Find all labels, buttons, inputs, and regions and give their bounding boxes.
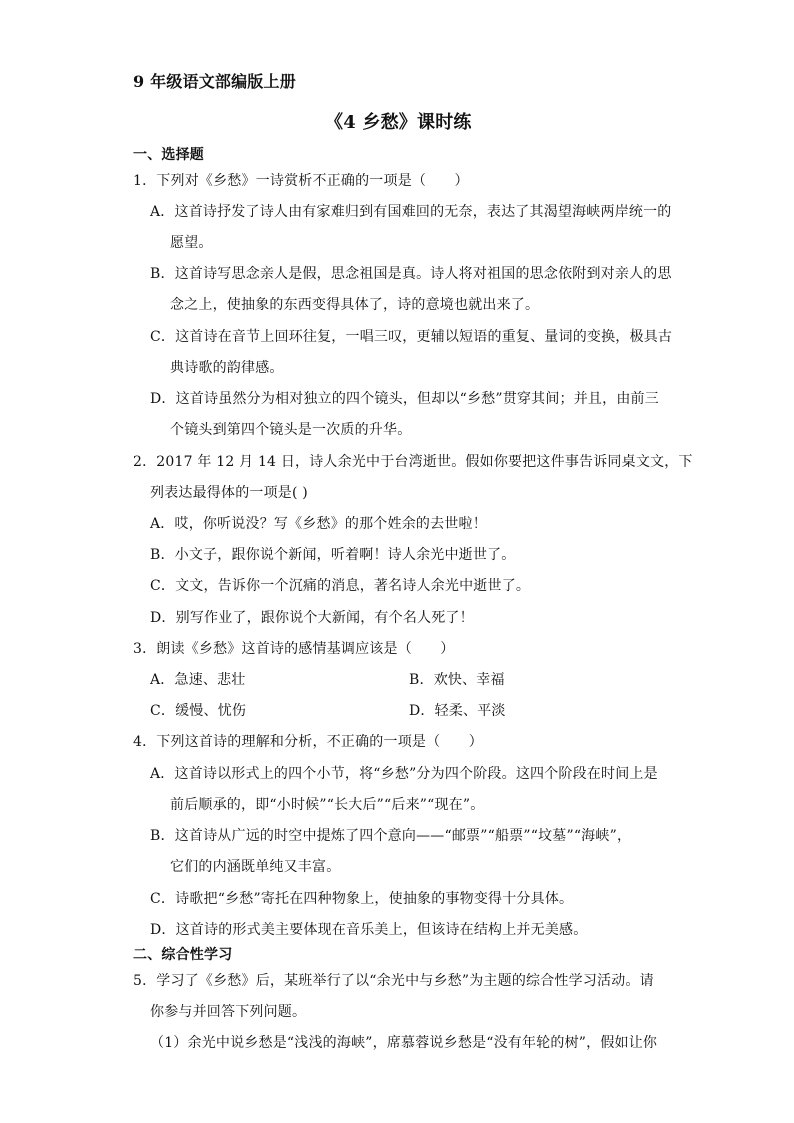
q2-option-d: D．别写作业了，跟你说个大新闻，有个名人死了！ [150, 610, 474, 626]
question-2-stem-cont: 列表达最得体的一项是( ) [150, 485, 308, 501]
q1-option-a: A．这首诗抒发了诗人由有家难归到有国难回的无奈，表达了其渴望海峡两岸统一的 [150, 204, 672, 220]
q4-option-a-cont: 前后顺承的，即“小时候”“长大后”“后来”“现在”。 [170, 797, 485, 813]
q4-option-d: D．这首诗的形式美主要体现在音乐美上，但该诗在结构上并无美感。 [150, 922, 588, 938]
q1-option-c: C．这首诗在音节上回环往复，一唱三叹，更辅以短语的重复、量词的变换，极具古 [150, 329, 673, 345]
q2-option-c: C．文文，告诉你一个沉痛的消息，著名诗人余光中逝世了。 [150, 578, 531, 594]
section-heading-choice: 一、选择题 [133, 147, 204, 163]
question-3-stem: 3．朗读《乡愁》这首诗的感情基调应该是（ ） [133, 641, 455, 657]
q3-option-d: D．轻柔、平淡 [409, 703, 506, 719]
q1-option-d-cont: 个镜头到第四个镜头是一次质的升华。 [170, 422, 412, 438]
q2-option-b: B．小文子，跟你说个新闻，听着啊！诗人余光中逝世了。 [150, 547, 516, 563]
lesson-title: 《4 乡愁》课时练 [325, 112, 472, 133]
section-heading-integrated: 二、综合性学习 [133, 947, 233, 963]
question-2-stem: 2．2017 年 12 月 14 日，诗人余光中于台湾逝世。假如你要把这件事告诉同桌文文，下 [133, 454, 693, 470]
q2-option-a: A．哎，你听说没？写《乡愁》的那个姓余的去世啦！ [150, 516, 487, 532]
q5-subquestion-1: （1）余光中说乡愁是“浅浅的海峡”，席慕蓉说乡愁是“没有年轮的树”，假如让你 [150, 1035, 658, 1051]
q4-option-b-cont: 它们的内涵既单纯又丰富。 [170, 859, 341, 875]
question-5-stem-cont: 你参与并回答下列问题。 [150, 1004, 307, 1020]
q1-option-b: B．这首诗写思念亲人是假，思念祖国是真。诗人将对祖国的思念依附到对亲人的思 [150, 266, 672, 282]
question-4-stem: 4．下列这首诗的理解和分析，不正确的一项是（ ） [133, 734, 483, 750]
q3-option-a: A．急速、悲壮 [150, 672, 246, 688]
q1-option-b-cont: 念之上，使抽象的东西变得具体了，诗的意境也就出来了。 [170, 297, 540, 313]
question-1-stem: 1．下列对《乡愁》一诗赏析不正确的一项是（ ） [133, 173, 469, 189]
q1-option-d: D．这首诗虽然分为相对独立的四个镜头，但却以“乡愁”贯穿其间；并且，由前三 [150, 391, 659, 407]
question-5-stem: 5．学习了《乡愁》后，某班举行了以“余光中与乡愁”为主题的综合性学习活动。请 [133, 973, 654, 989]
q3-option-c: C．缓慢、忧伤 [150, 703, 247, 719]
q3-option-b: B．欢快、幸福 [409, 672, 505, 688]
q1-option-c-cont: 典诗歌的韵律感。 [170, 360, 284, 376]
q4-option-b: B．这首诗从广远的时空中提炼了四个意向——“邮票”“船票”“坟墓”“海峡”， [150, 828, 632, 844]
q4-option-a: A．这首诗以形式上的四个小节，将“乡愁”分为四个阶段。这四个阶段在时间上是 [150, 766, 658, 782]
q1-option-a-cont: 愿望。 [170, 235, 213, 251]
q4-option-c: C．诗歌把“乡愁”寄托在四种物象上，使抽象的事物变得十分具体。 [150, 891, 574, 907]
document-header: 9 年级语文部编版上册 [133, 72, 296, 91]
